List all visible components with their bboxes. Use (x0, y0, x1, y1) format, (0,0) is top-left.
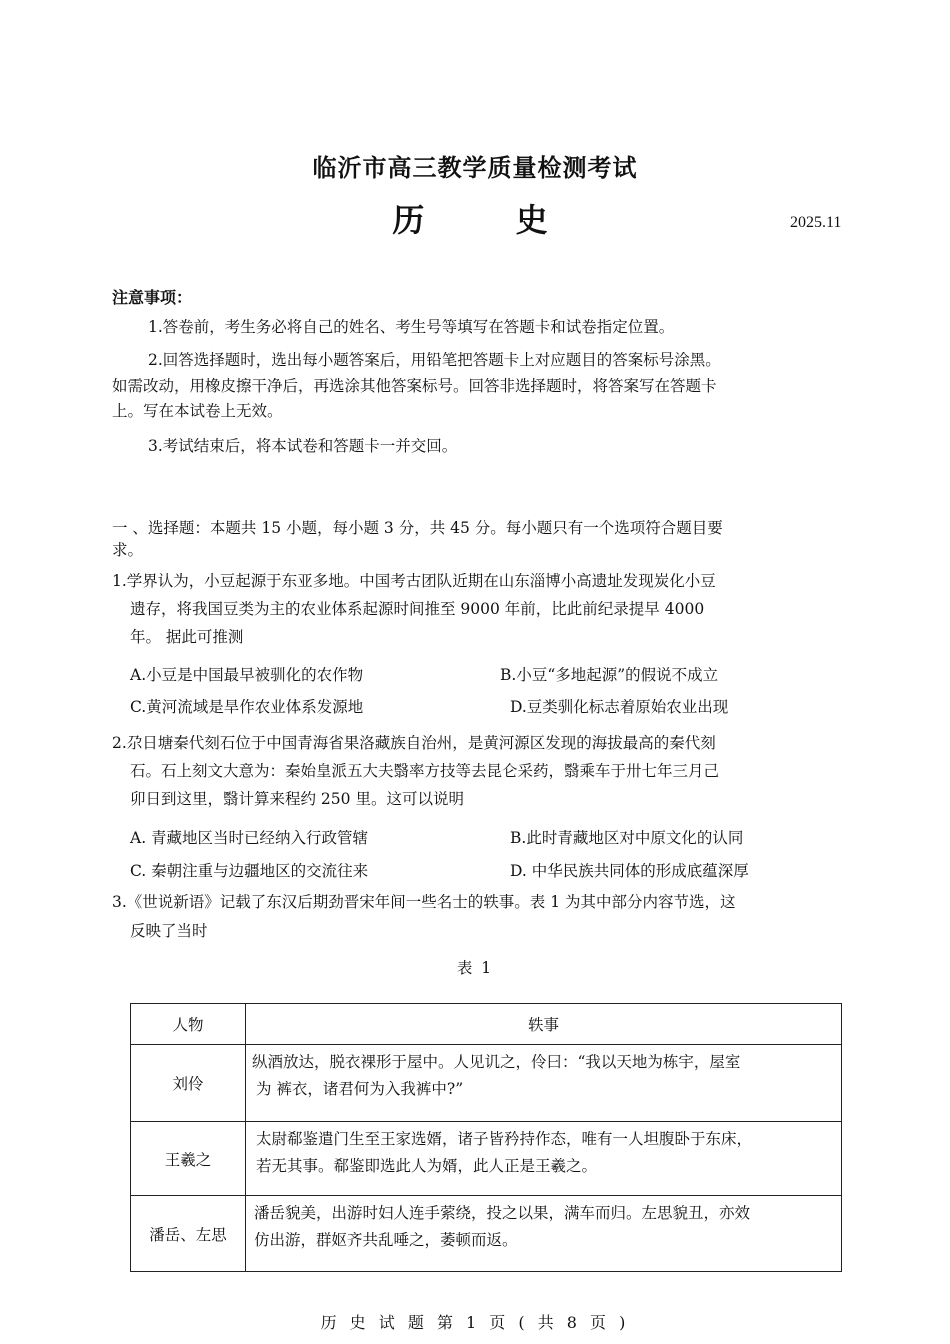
q1-line-1: 1.学界认为，小豆起源于东亚多地。中国考古团队近期在山东淄博小高遗址发现炭化小豆 (112, 572, 716, 590)
table-header-story: 轶事 (246, 1004, 842, 1045)
section-heading: 一 、选择题：本题共 15 小题，每小题 3 分，共 45 分。每小题只有一个选项符合题目要 (112, 519, 723, 537)
page-footer: 历 史 试 题 第 1 页 ( 共 8 页 ) (320, 1313, 630, 1332)
story-line: 仿出游，群妪齐共乱唾之，萎顿而返。 (254, 1231, 518, 1249)
q2-line-1: 2.尕日塘秦代刻石位于中国青海省果洛藏族自治州，是黄河源区发现的海拔最高的秦代刻 (112, 734, 716, 752)
q1-option-a: A.小豆是中国最早被驯化的农作物 (130, 666, 364, 684)
q2-option-d: D. 中华民族共同体的形成底蕴深厚 (510, 862, 749, 880)
q2-option-a: A. 青藏地区当时已经纳入行政管辖 (130, 829, 369, 847)
table-cell-story (246, 1045, 842, 1122)
table-caption: 表 1 (456, 959, 494, 977)
q3-line-2: 反映了当时 (130, 922, 208, 940)
story-line: 为 裤衣，诸君何为入我裤中?” (256, 1080, 464, 1098)
story-line: 潘岳貌美，出游时妇人连手萦绕，投之以果，满车而归。左思貌丑，亦效 (254, 1204, 751, 1222)
table-cell-name: 王羲之 (131, 1122, 246, 1196)
exam-title: 临沂市高三教学质量检测考试 (312, 154, 638, 182)
story-line: 纵酒放达，脱衣裸形于屋中。人见讥之，伶曰：“我以天地为栋宇，屋室 (252, 1053, 741, 1071)
table-row (131, 1196, 842, 1272)
exam-date: 2025.11 (790, 214, 842, 231)
story-line: 太尉郗鉴遣门生至王家选婿，诸子皆矜持作态，唯有一人坦腹卧于东床， (256, 1130, 753, 1148)
q2-line-3: 卯日到这里，翳计算来程约 250 里。这可以说明 (130, 790, 464, 808)
table-cell-story (246, 1122, 842, 1196)
table-cell-name: 刘伶 (131, 1045, 246, 1122)
q2-line-2: 石。石上刻文大意为：秦始皇派五大夫翳率方技等去昆仑采药，翳乘车于卅七年三月己 (130, 762, 720, 780)
table-header-row (131, 1004, 842, 1045)
q3-line-1: 3.《世说新语》记载了东汉后期劲晋宋年间一些名士的轶事。表 1 为其中部分内容节选，这 (112, 893, 736, 911)
notice-item-2-end: 上。写在本试卷上无效。 (112, 402, 283, 420)
q1-option-d: D.豆类驯化标志着原始农业出现 (510, 698, 729, 716)
q2-option-c: C. 秦朝注重与边疆地区的交流往来 (130, 862, 369, 880)
notice-item-3: 3.考试结束后，将本试卷和答题卡一并交回。 (148, 437, 458, 455)
notice-item-2: 2.回答选择题时，选出每小题答案后，用铅笔把答题卡上对应题目的答案标号涂黑。 (148, 351, 721, 369)
table-row (131, 1122, 842, 1196)
section-heading-cont: 求。 (112, 541, 144, 559)
q2-option-b: B.此时青藏地区对中原文化的认同 (510, 829, 744, 847)
table-row (131, 1045, 842, 1122)
q1-option-b: B.小豆“多地起源”的假说不成立 (500, 666, 719, 684)
table-cell-story (246, 1196, 842, 1272)
notice-item-1: 1.答卷前，考生务必将自己的姓名、考生号等填写在答题卡和试卷指定位置。 (148, 318, 675, 336)
table-header-person: 人物 (131, 1004, 246, 1045)
story-line: 若无其事。郗鉴即选此人为婿，此人正是王羲之。 (256, 1157, 598, 1175)
subject-title: 历 史 (392, 201, 588, 239)
notice-item-2-cont: 如需改动，用橡皮擦干净后，再选涂其他答案标号。回答非选择题时，将答案写在答题卡 (112, 377, 717, 395)
table-cell-name: 潘岳、左思 (131, 1196, 246, 1272)
q1-option-c: C.黄河流域是旱作农业体系发源地 (130, 698, 364, 716)
notice-heading: 注意事项： (112, 288, 193, 307)
q1-line-2: 遗存，将我国豆类为主的农业体系起源时间推至 9000 年前，比此前纪录提早 4000 (130, 600, 705, 618)
q1-line-3: 年。 据此可推测 (130, 628, 244, 646)
anecdote-table (130, 1003, 842, 1272)
